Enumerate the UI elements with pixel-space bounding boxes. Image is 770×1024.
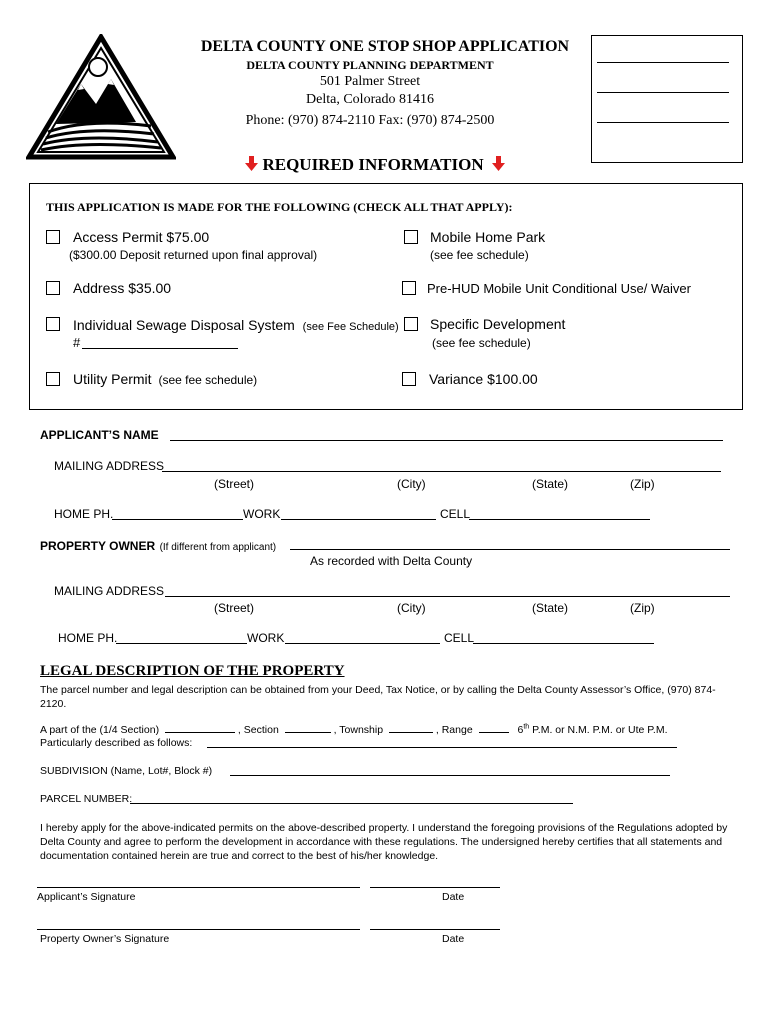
legal-part-row <box>40 722 668 736</box>
address-label: Address $35.00 <box>73 280 172 296</box>
quarter-section-field[interactable] <box>165 722 235 733</box>
applicant-signature-label: Applicant’s Signature <box>37 891 136 903</box>
pre-hud-checkbox[interactable] <box>402 281 416 295</box>
applicant-mailing-label: MAILING ADDRESS <box>54 459 165 473</box>
owner-cell-field[interactable] <box>473 643 654 644</box>
owner-signature-label: Property Owner’s Signature <box>40 933 170 945</box>
owner-date-field[interactable] <box>370 929 500 930</box>
section-label: , Section <box>237 724 279 736</box>
isds-note: (see Fee Schedule) <box>302 321 399 333</box>
parcel-field[interactable] <box>130 803 573 804</box>
address-checkbox[interactable] <box>46 281 60 295</box>
owner-street-caption: (Street) <box>214 601 255 615</box>
applicant-home-ph-field[interactable] <box>112 519 243 520</box>
isds-label <box>73 317 399 333</box>
isds-number-label: # <box>73 335 81 350</box>
utility-permit-note: (see fee schedule) <box>158 373 258 387</box>
described-field[interactable] <box>207 747 677 748</box>
phone-fax: Phone: (970) 874-2110 Fax: (970) 874-2500 <box>245 113 495 128</box>
property-owner-field[interactable] <box>290 549 730 550</box>
specific-development-note: (see fee schedule) <box>432 336 531 350</box>
address-street: 501 Palmer Street <box>319 74 421 89</box>
section-field[interactable] <box>285 722 331 733</box>
township-label: , Township <box>333 724 384 736</box>
applicant-date-label: Date <box>442 891 465 903</box>
specific-development-label: Specific Development <box>430 316 566 332</box>
applicant-name-label: APPLICANT’S NAME <box>40 428 159 442</box>
owner-home-ph-field[interactable] <box>116 643 247 644</box>
applicant-home-ph-label: HOME PH. <box>54 507 114 521</box>
applicant-signature-field[interactable] <box>37 887 360 888</box>
certification-statement: I hereby apply for the above-indicated permits on the above-described property. I understand the foregoing provisions of the Regulations adopted by Delta County and agree to perform the development in accordance with these regulations. The undersigned hereby certifies that all statements and documentation contained herein are true and correct to the best of his/her knowledge. <box>40 822 728 862</box>
county-logo <box>26 34 176 160</box>
address-city: Delta, Colorado 81416 <box>306 92 434 107</box>
form-title: DELTA COUNTY ONE STOP SHOP APPLICATION <box>200 38 570 55</box>
owner-zip-caption: (Zip) <box>630 601 655 615</box>
applicant-work-field[interactable] <box>281 519 436 520</box>
quarter-section-label: A part of the (1/4 Section) <box>40 724 160 736</box>
applicant-zip-caption: (Zip) <box>630 477 655 491</box>
applicant-date-field[interactable] <box>370 887 500 888</box>
applicant-state-caption: (State) <box>532 477 569 491</box>
department-name: DELTA COUNTY PLANNING DEPARTMENT <box>246 58 494 72</box>
access-permit-note: ($300.00 Deposit returned upon final approval) <box>69 248 318 262</box>
applicant-cell-label: CELL <box>440 507 471 521</box>
property-owner-note: (If different from applicant) <box>159 542 277 553</box>
township-field[interactable] <box>389 722 433 733</box>
variance-checkbox[interactable] <box>402 372 416 386</box>
apply-heading: THIS APPLICATION IS MADE FOR THE FOLLOWING (CHECK ALL THAT APPLY): <box>46 200 513 214</box>
recorded-caption: As recorded with Delta County <box>310 554 473 568</box>
property-owner-label <box>40 537 276 555</box>
applicant-work-label: WORK <box>243 507 281 521</box>
arrow-down-icon <box>245 156 258 171</box>
arrow-down-icon <box>492 156 505 171</box>
owner-state-caption: (State) <box>532 601 569 615</box>
pm-superscript: th <box>523 723 530 731</box>
owner-cell-label: CELL <box>444 631 475 645</box>
isds-text: Individual Sewage Disposal System <box>73 317 295 333</box>
subdivision-label: SUBDIVISION (Name, Lot#, Block #) <box>40 765 213 777</box>
applicant-mailing-field[interactable] <box>162 471 721 472</box>
utility-permit-label <box>73 371 257 387</box>
parcel-label: PARCEL NUMBER: <box>40 793 133 805</box>
legal-heading: LEGAL DESCRIPTION OF THE PROPERTY <box>40 663 345 679</box>
pm-text: P.M. or N.M. P.M. or Ute P.M. <box>532 724 668 736</box>
access-permit-checkbox[interactable] <box>46 230 60 244</box>
pm-prefix: 6 <box>517 724 524 736</box>
subdivision-field[interactable] <box>230 775 670 776</box>
owner-mailing-label: MAILING ADDRESS <box>54 584 165 598</box>
mobile-home-park-label: Mobile Home Park <box>430 229 546 245</box>
office-use-box <box>591 35 743 163</box>
isds-number-field[interactable] <box>82 348 238 349</box>
applicant-street-caption: (Street) <box>214 477 255 491</box>
access-permit-label: Access Permit $75.00 <box>73 229 210 245</box>
applicant-city-caption: (City) <box>397 477 426 491</box>
owner-work-field[interactable] <box>285 643 440 644</box>
owner-date-label: Date <box>442 933 465 945</box>
applicant-name-field[interactable] <box>170 440 723 441</box>
legal-intro: The parcel number and legal description can be obtained from your Deed, Tax Notice, or by calling the Delta County Assessor’s Office, (970) 874-2120. <box>40 684 716 710</box>
property-owner-text: PROPERTY OWNER <box>40 539 156 553</box>
owner-signature-field[interactable] <box>37 929 360 930</box>
owner-mailing-field[interactable] <box>165 596 730 597</box>
utility-permit-text: Utility Permit <box>73 371 152 387</box>
required-heading-row <box>245 155 505 179</box>
range-field[interactable] <box>479 722 509 733</box>
utility-permit-checkbox[interactable] <box>46 372 60 386</box>
required-heading: REQUIRED INFORMATION <box>262 155 484 174</box>
pre-hud-label: Pre-HUD Mobile Unit Conditional Use/ Waiver <box>427 281 691 296</box>
variance-label: Variance $100.00 <box>429 371 538 387</box>
range-label: , Range <box>435 724 473 736</box>
owner-home-ph-label: HOME PH. <box>58 631 118 645</box>
office-use-line-1[interactable] <box>597 62 729 63</box>
office-use-line-3[interactable] <box>597 122 729 123</box>
described-label: Particularly described as follows: <box>40 737 193 749</box>
isds-checkbox[interactable] <box>46 317 60 331</box>
mobile-home-park-checkbox[interactable] <box>404 230 418 244</box>
specific-development-checkbox[interactable] <box>404 317 418 331</box>
applicant-cell-field[interactable] <box>469 519 650 520</box>
owner-city-caption: (City) <box>397 601 426 615</box>
office-use-line-2[interactable] <box>597 92 729 93</box>
owner-work-label: WORK <box>247 631 285 645</box>
mobile-home-park-note: (see fee schedule) <box>430 248 529 262</box>
